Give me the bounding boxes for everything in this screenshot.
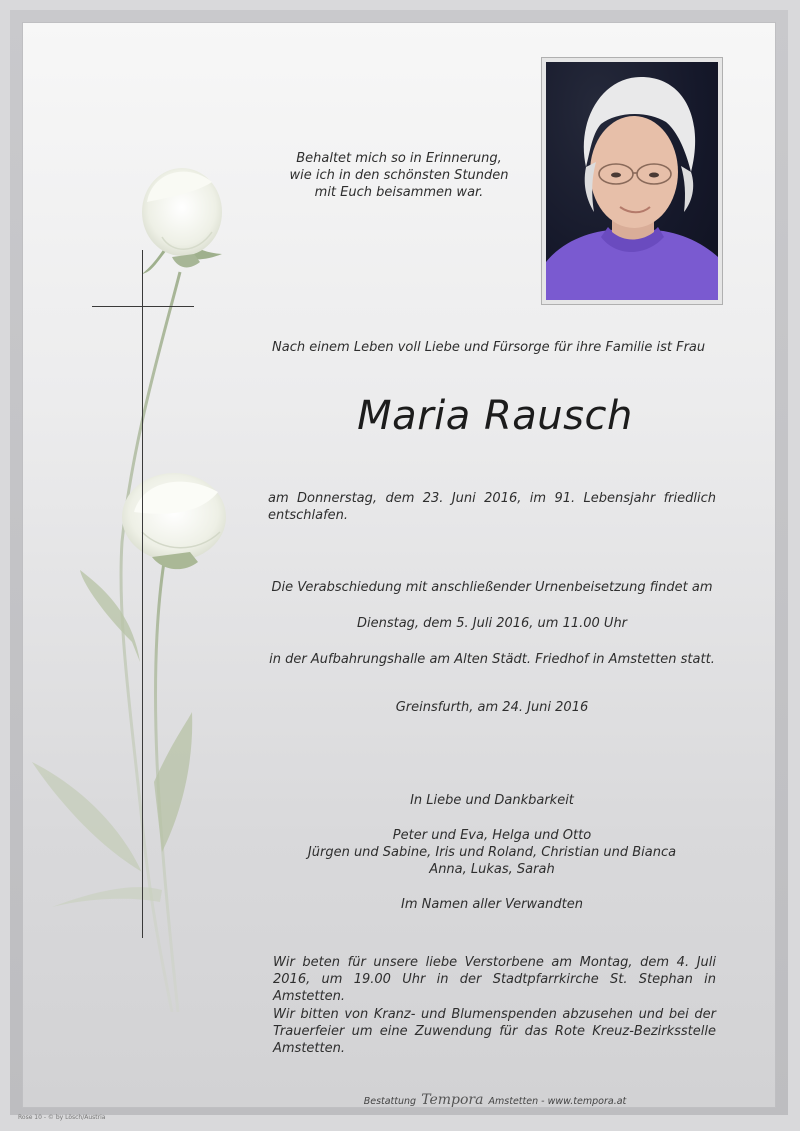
donation-notice: Wir bitten von Kranz- und Blumenspenden abzusehen und bei der Trauerfeier um eine Zuwendung für das Rote Kreuz-Bezirksstelle Amstetten. — [273, 1007, 716, 1056]
prayer-notice: Wir beten für unsere liebe Verstorbene am Montag, dem 4. Juli 2016, um 19.00 Uhr in der Stadtpfarrkirche St. Stephan in Amstetten. — [273, 955, 716, 1004]
footer — [262, 1089, 728, 1108]
portrait-frame — [542, 58, 722, 304]
portrait-photo — [546, 62, 718, 300]
memorial-quote — [284, 150, 514, 201]
rose-bottom — [122, 473, 226, 569]
death-notice: am Donnerstag, dem 23. Juni 2016, im 91. Lebensjahr friedlich entschlafen. — [268, 491, 716, 523]
intro-text: Nach einem Leben voll Liebe und Fürsorge für ihre Familie ist Frau — [272, 340, 706, 355]
family-heading: In Liebe und Dankbarkeit — [410, 793, 574, 808]
cross-horizontal-line — [92, 306, 194, 307]
cross-vertical-line — [142, 250, 143, 938]
quote-line-3: mit Euch beisammen war. — [314, 185, 484, 200]
obituary-card — [22, 22, 776, 1108]
footer-brand-logo: Tempora — [421, 1092, 484, 1108]
farewell-line-1: Die Verabschiedung mit anschließender Urnenbeisetzung findet am — [271, 580, 713, 595]
farewell-line-2: Dienstag, dem 5. Juli 2016, um 11.00 Uhr — [356, 616, 628, 631]
quote-line-1: Behaltet mich so in Erinnerung, — [296, 151, 502, 166]
roses-with-cross-illustration — [22, 22, 282, 1022]
print-mark: Rose 10 - © by Lösch/Austria — [18, 1114, 106, 1121]
family-line-1: Peter und Eva, Helga und Otto — [392, 828, 592, 843]
place-date: Greinsfurth, am 24. Juni 2016 — [395, 700, 589, 715]
footer-suffix: Amstetten - www.tempora.at — [488, 1096, 627, 1107]
family-line-2: Jürgen und Sabine, Iris und Roland, Christian und Bianca — [307, 845, 677, 860]
quote-line-2: wie ich in den schönsten Stunden — [289, 168, 509, 183]
footer-prefix: Bestattung — [363, 1096, 417, 1107]
family-closing: Im Namen aller Verwandten — [401, 897, 583, 912]
deceased-name: Maria Rausch — [357, 393, 633, 439]
family-line-3: Anna, Lukas, Sarah — [429, 862, 555, 877]
farewell-line-3: in der Aufbahrungshalle am Alten Städt. Friedhof in Amstetten statt. — [269, 652, 715, 667]
